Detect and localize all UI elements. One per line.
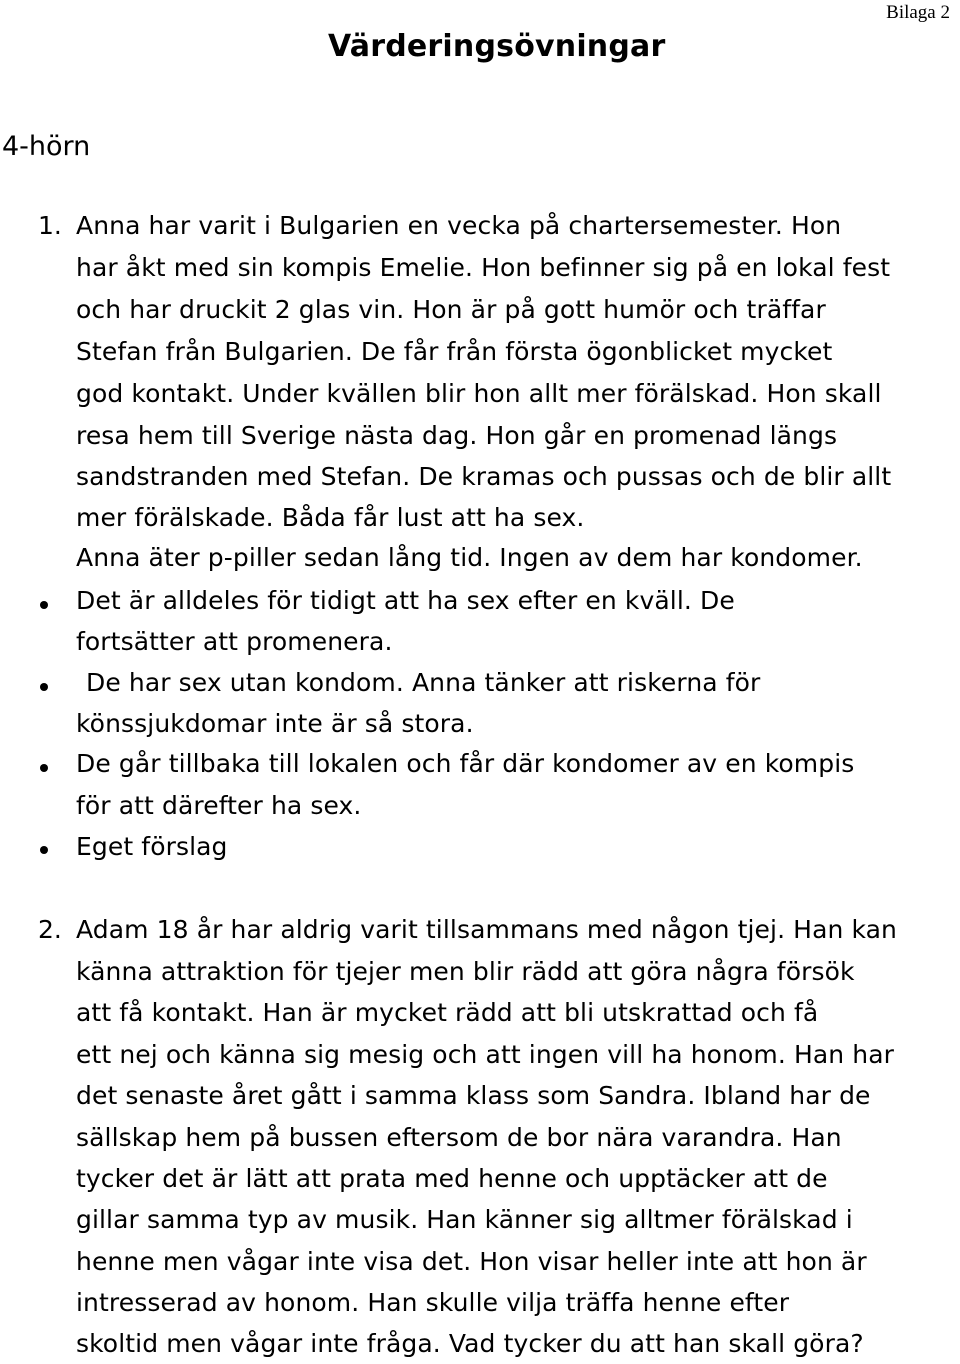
- text-line: det senaste året gått i samma klass som Sandra. Ibland har de: [76, 1081, 871, 1110]
- bullet-icon: [40, 764, 48, 772]
- text-line: Anna äter p-piller sedan lång tid. Ingen av dem har kondomer.: [76, 543, 863, 572]
- text-line: skoltid men vågar inte fråga. Vad tycker du att han skall göra?: [76, 1329, 864, 1358]
- option-line: Det är alldeles för tidigt att ha sex efter en kväll. De: [76, 586, 735, 615]
- bullet-icon: [40, 846, 48, 854]
- item-number: 1.: [38, 211, 62, 240]
- option-line: De går tillbaka till lokalen och får där kondomer av en kompis: [76, 749, 855, 778]
- text-line: resa hem till Sverige nästa dag. Hon går en promenad längs: [76, 421, 838, 450]
- bullet-icon: [40, 601, 48, 609]
- text-line: gillar samma typ av musik. Han känner sig alltmer förälskad i: [76, 1205, 853, 1234]
- text-line: har åkt med sin kompis Emelie. Hon befinner sig på en lokal fest: [76, 253, 891, 282]
- item-number: 2.: [38, 915, 62, 944]
- text-line: mer förälskade. Båda får lust att ha sex.: [76, 503, 585, 532]
- text-line: Adam 18 år har aldrig varit tillsammans med någon tjej. Han kan: [76, 915, 897, 944]
- text-line: att få kontakt. Han är mycket rädd att bli utskrattad och få: [76, 998, 819, 1027]
- document-title: Värderingsövningar: [328, 29, 666, 64]
- text-line: intresserad av honom. Han skulle vilja träffa henne efter: [76, 1288, 790, 1317]
- option-line: för att därefter ha sex.: [76, 791, 362, 820]
- text-line: god kontakt. Under kvällen blir hon allt mer förälskad. Hon skall: [76, 379, 882, 408]
- text-line: och har druckit 2 glas vin. Hon är på gott humör och träffar: [76, 295, 826, 324]
- text-line: känna attraktion för tjejer men blir rädd att göra några försök: [76, 957, 855, 986]
- text-line: tycker det är lätt att prata med henne och upptäcker att de: [76, 1164, 828, 1193]
- text-line: Stefan från Bulgarien. De får från första ögonblicket mycket: [76, 337, 833, 366]
- option-line: De har sex utan kondom. Anna tänker att riskerna för: [86, 668, 761, 697]
- section-heading: 4-hörn: [2, 131, 91, 162]
- text-line: ett nej och känna sig mesig och att ingen vill ha honom. Han har: [76, 1040, 895, 1069]
- option-line: Eget förslag: [76, 832, 228, 861]
- appendix-label: Bilaga 2: [886, 2, 950, 23]
- option-line: fortsätter att promenera.: [76, 627, 393, 656]
- option-line: könssjukdomar inte är så stora.: [76, 709, 474, 738]
- bullet-icon: [40, 683, 48, 691]
- text-line: sällskap hem på bussen eftersom de bor nära varandra. Han: [76, 1123, 842, 1152]
- text-line: Anna har varit i Bulgarien en vecka på chartersemester. Hon: [76, 211, 842, 240]
- text-line: henne men vågar inte visa det. Hon visar heller inte att hon är: [76, 1247, 867, 1276]
- text-line: sandstranden med Stefan. De kramas och pussas och de blir allt: [76, 462, 892, 491]
